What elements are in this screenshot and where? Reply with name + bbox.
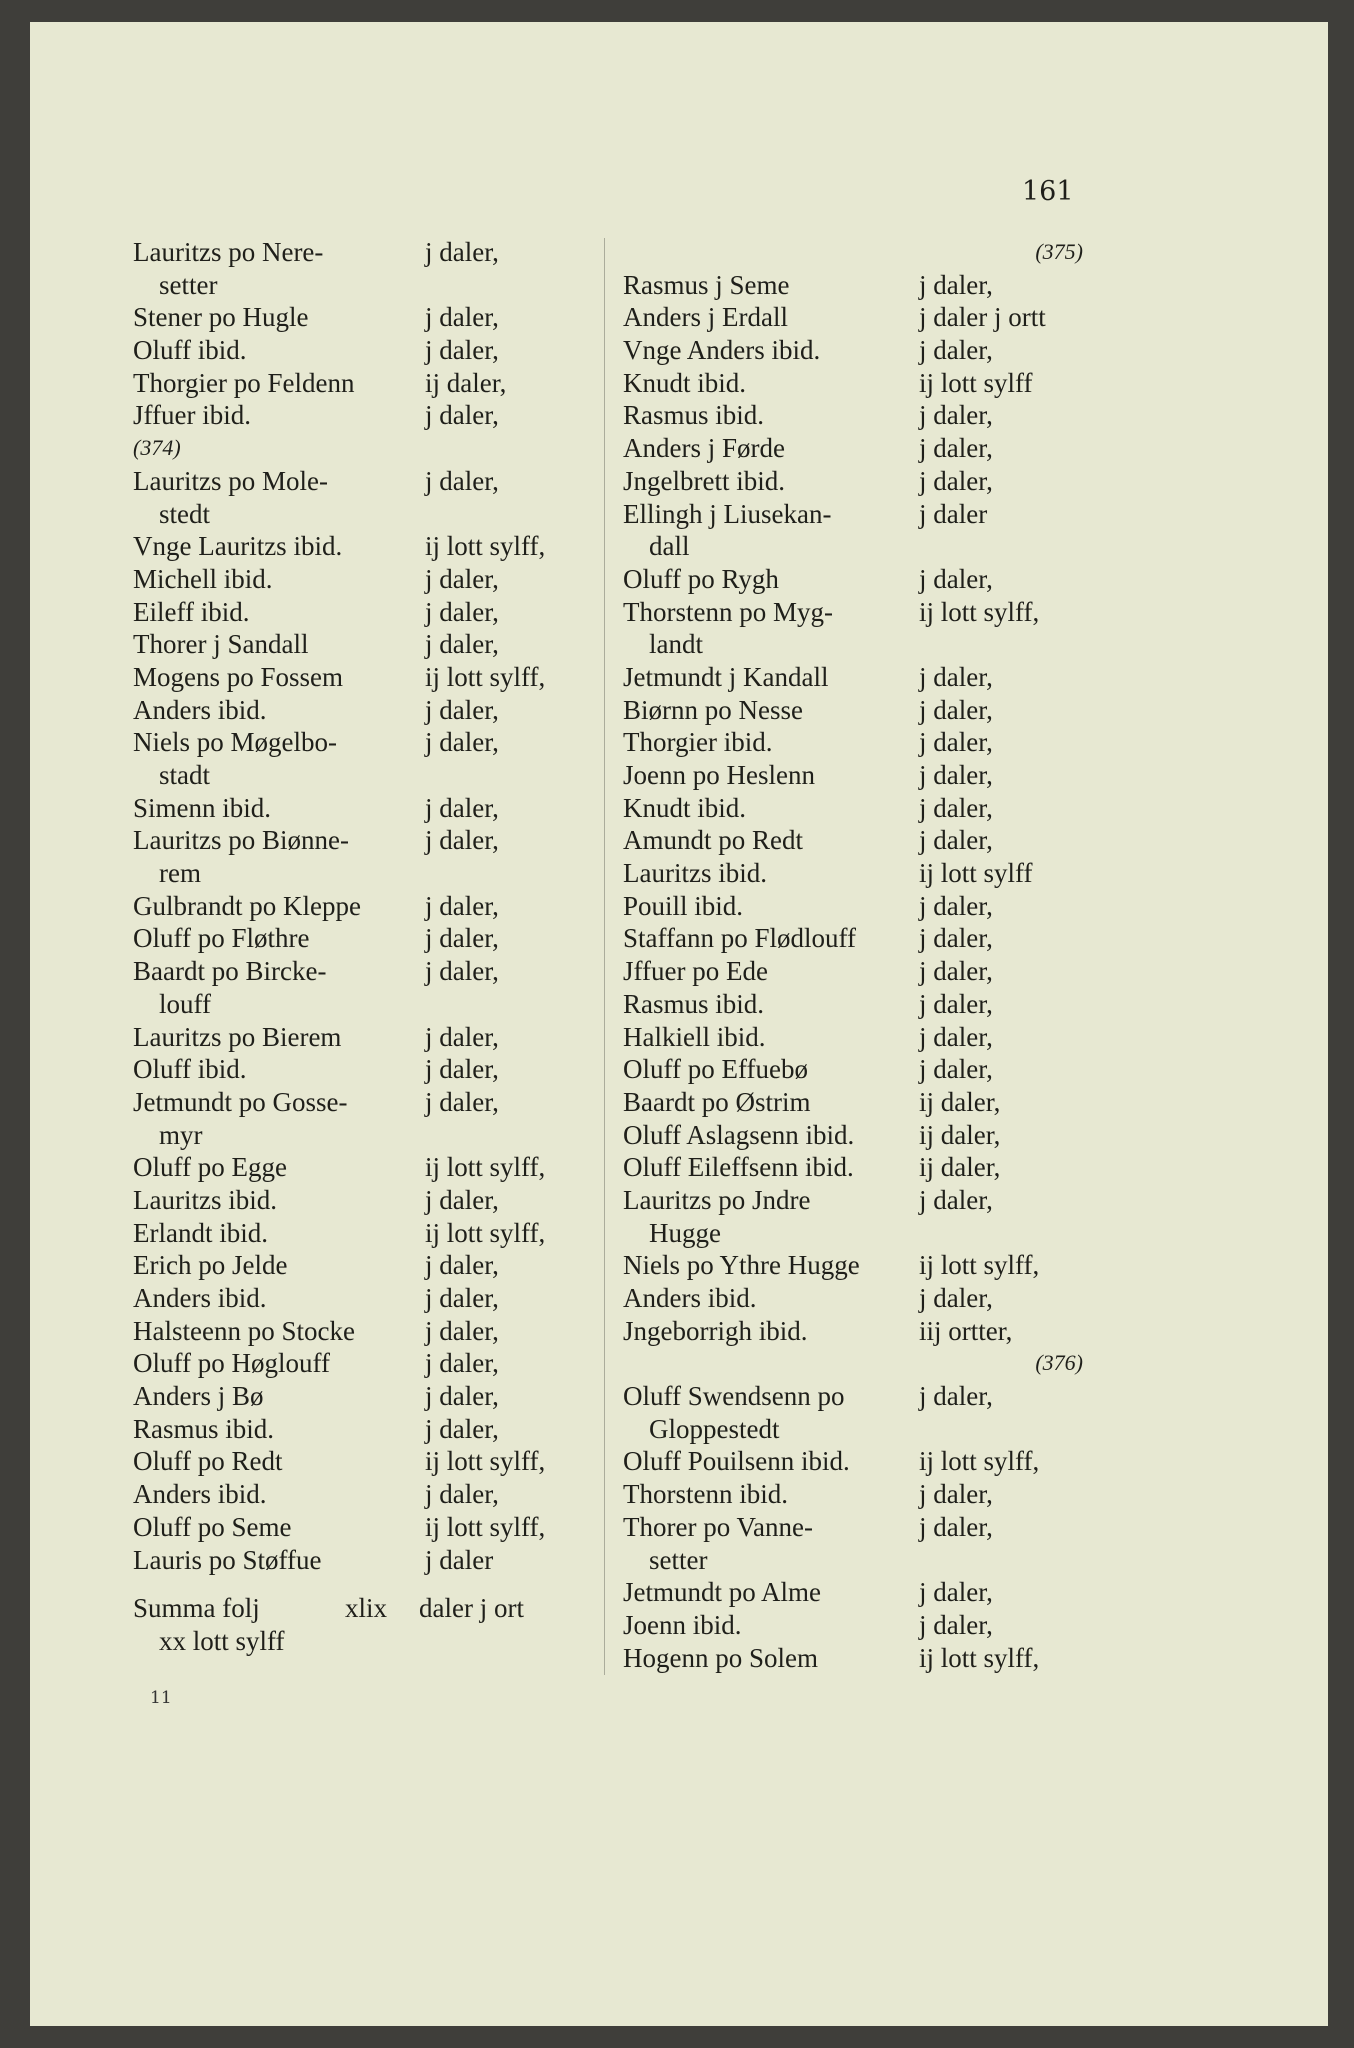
entry-name: Lauritzs po Nere- <box>133 237 324 267</box>
entry-row <box>623 792 1083 825</box>
entry-name: stadt <box>159 760 210 790</box>
entry-amount: j daler, <box>919 825 993 856</box>
entry-row <box>623 432 1083 465</box>
entry-amount: j daler, <box>425 563 499 594</box>
entry-name: Jffuer po Ede <box>623 956 768 987</box>
entry-row <box>623 1282 1083 1315</box>
entry-amount: j daler, <box>919 1184 993 1215</box>
entry-row <box>623 1151 1083 1184</box>
entry-continuation <box>623 1217 1083 1250</box>
entry-amount: j daler, <box>919 727 993 758</box>
entry-name: Anders ibid. <box>623 1283 757 1313</box>
entry-name: Rasmus ibid. <box>623 400 765 431</box>
entry-name: Lauris po Støffue <box>133 1544 322 1575</box>
entry-name: Oluff Pouilsenn ibid. <box>623 1446 850 1477</box>
entry-amount: j daler, <box>919 923 993 954</box>
section-number <box>133 432 588 465</box>
entry-row <box>623 367 1083 400</box>
entry-row <box>623 498 1083 531</box>
entry-name: Erich po Jelde <box>133 1250 288 1281</box>
entry-amount: j daler, <box>425 890 499 921</box>
entry-name: Staffann po Flødlouff <box>623 923 856 954</box>
entry-row <box>623 922 1083 955</box>
entry-name: Erlandt ibid. <box>133 1217 268 1248</box>
entry-row <box>623 1576 1083 1609</box>
entry-continuation <box>623 530 1083 563</box>
entry-row <box>133 1053 588 1086</box>
entry-row <box>133 661 588 694</box>
entry-amount: ij lott sylff <box>919 367 1033 398</box>
entry-row <box>623 661 1083 694</box>
entry-row <box>623 301 1083 334</box>
entry-name: Vnge Anders ibid. <box>623 335 821 366</box>
entry-name: Oluff Eileffsenn ibid. <box>623 1152 854 1183</box>
entry-name: Jngeborrigh ibid. <box>623 1315 808 1346</box>
entry-row <box>623 824 1083 857</box>
entry-amount: ij lott sylff, <box>919 596 1040 627</box>
entry-amount: j daler, <box>919 1381 993 1412</box>
entry-name: Rasmus ibid. <box>623 988 765 1019</box>
entry-row <box>623 1642 1083 1675</box>
entry-amount: j daler, <box>425 694 499 725</box>
entry-name: Oluff po Effuebø <box>623 1054 808 1085</box>
entry-row <box>623 1249 1083 1282</box>
entry-row <box>133 530 588 563</box>
entry-name: Rasmus j Seme <box>623 269 790 300</box>
entry-name: Anders j Erdall <box>623 302 788 333</box>
entry-row <box>133 1086 588 1119</box>
entry-row <box>623 890 1083 923</box>
entry-row <box>133 1413 588 1446</box>
entry-amount: j daler, <box>425 956 499 987</box>
entry-row <box>133 1217 588 1250</box>
section-number <box>623 236 1083 269</box>
entry-name: Vnge Lauritzs ibid. <box>133 531 343 562</box>
entry-amount: j daler, <box>919 1609 993 1640</box>
entry-row <box>133 301 588 334</box>
entry-name: Halsteenn po Stocke <box>133 1315 355 1346</box>
entry-amount: ij lott sylff, <box>425 1217 546 1248</box>
entry-name: Thorer j Sandall <box>133 629 309 660</box>
entry-name: landt <box>649 629 703 660</box>
entry-amount: j daler, <box>425 1283 499 1313</box>
entry-name: Oluff po Seme <box>133 1511 292 1542</box>
entry-amount: j daler, <box>425 629 499 660</box>
entry-row <box>133 367 588 400</box>
entry-row <box>623 1053 1083 1086</box>
entry-name: Jetmundt j Kandall <box>623 661 829 692</box>
entry-amount: j daler, <box>425 792 499 823</box>
section-number <box>623 1347 1083 1380</box>
entry-amount: j daler, <box>919 1577 993 1608</box>
summary-line <box>133 1625 588 1658</box>
entry-name: Oluff Aslagsenn ibid. <box>623 1119 855 1150</box>
entry-row <box>623 1086 1083 1119</box>
entry-amount: j daler, <box>425 596 499 627</box>
entry-amount: ij daler, <box>425 367 507 398</box>
entry-name: setter <box>159 269 218 300</box>
summary-numeral: xlix <box>345 1593 388 1624</box>
entry-amount: j daler, <box>425 1315 499 1346</box>
entry-continuation <box>133 759 588 792</box>
entry-amount: ij lott sylff, <box>425 1511 546 1542</box>
entry-amount: j daler j ortt <box>919 302 1046 333</box>
entry-amount: j daler, <box>425 335 499 366</box>
entry-row <box>133 792 588 825</box>
entry-name: Michell ibid. <box>133 563 273 594</box>
entry-amount: j daler, <box>919 563 993 594</box>
entry-amount: j daler, <box>919 269 993 300</box>
entry-name: Pouill ibid. <box>623 890 744 921</box>
entry-name: Simenn ibid. <box>133 792 272 823</box>
entry-row <box>133 334 588 367</box>
entry-name: Oluff po Høglouff <box>133 1348 330 1379</box>
entry-row <box>133 1478 588 1511</box>
entry-amount: j daler, <box>425 1381 499 1412</box>
entry-name: Joenn po Heslenn <box>623 760 815 790</box>
entry-row <box>623 726 1083 759</box>
entry-name: Lauritzs ibid. <box>133 1184 277 1215</box>
entry-name: Oluff po Egge <box>133 1152 287 1183</box>
entry-row <box>133 1282 588 1315</box>
entry-name: louff <box>159 988 211 1019</box>
entry-amount: j daler, <box>919 661 993 692</box>
entry-continuation <box>133 857 588 890</box>
entry-row <box>133 890 588 923</box>
entry-amount: j daler <box>425 1544 494 1575</box>
entry-amount: j daler, <box>919 1054 993 1085</box>
entry-name: Thorstenn po Myg- <box>623 596 833 627</box>
entry-name: stedt <box>159 498 210 529</box>
entry-row <box>623 334 1083 367</box>
entry-row <box>623 1511 1083 1544</box>
entry-amount: j daler, <box>425 1479 499 1510</box>
entry-name: myr <box>159 1119 203 1150</box>
entry-name: Baardt po Bircke- <box>133 956 327 987</box>
entry-row <box>623 759 1083 792</box>
entry-row <box>623 465 1083 498</box>
page-number: 161 <box>1022 176 1074 207</box>
entry-name: Thorer po Vanne- <box>623 1511 813 1542</box>
entry-name: Ellingh j Liusekan- <box>623 498 832 529</box>
summary-amount-continued: xx lott sylff <box>159 1625 285 1656</box>
entry-name: Jngelbrett ibid. <box>623 465 785 496</box>
entry-name: Hugge <box>649 1217 721 1248</box>
entry-name: Anders j Bø <box>133 1381 264 1412</box>
entry-amount: j daler, <box>425 237 499 267</box>
entry-continuation <box>133 269 588 302</box>
entry-name: Lauritzs po Biønne- <box>133 825 349 856</box>
entry-amount: j daler, <box>919 890 993 921</box>
entry-name: Jetmundt po Alme <box>623 1577 821 1608</box>
entry-row <box>623 1184 1083 1217</box>
entry-amount: j daler, <box>425 1250 499 1281</box>
entry-row <box>133 1184 588 1217</box>
entry-amount: j daler, <box>919 694 993 725</box>
entry-amount: j daler, <box>425 1348 499 1379</box>
left-column <box>133 236 588 1658</box>
entry-amount: j daler, <box>919 760 993 790</box>
entry-row <box>133 563 588 596</box>
section-label: (376) <box>1035 1350 1083 1376</box>
entry-amount: j daler, <box>425 1086 499 1117</box>
entry-row <box>623 1445 1083 1478</box>
entry-name: setter <box>649 1544 708 1575</box>
entry-amount: ij daler, <box>919 1086 1001 1117</box>
entry-amount: j daler, <box>425 302 499 333</box>
entry-row <box>133 824 588 857</box>
entry-name: Lauritzs po Bierem <box>133 1021 342 1052</box>
entry-amount: j daler, <box>425 1184 499 1215</box>
summary-line <box>133 1592 588 1625</box>
entry-amount: j daler, <box>919 792 993 823</box>
entry-name: Lauritzs ibid. <box>623 858 767 889</box>
entry-row <box>133 236 588 269</box>
entry-name: Oluff ibid. <box>133 335 247 366</box>
entry-row <box>623 1021 1083 1054</box>
entry-row <box>133 726 588 759</box>
entry-continuation <box>623 1544 1083 1577</box>
entry-amount: ij lott sylff, <box>425 531 546 562</box>
entry-row <box>133 955 588 988</box>
entry-row <box>623 1609 1083 1642</box>
column-divider <box>604 238 605 1675</box>
entry-name: Anders ibid. <box>133 694 267 725</box>
entry-row <box>623 1478 1083 1511</box>
entry-amount: j daler, <box>425 1021 499 1052</box>
entry-name: Gloppestedt <box>649 1413 780 1444</box>
entry-name: Knudt ibid. <box>623 367 747 398</box>
entry-row <box>133 1511 588 1544</box>
entry-amount: ij lott sylff, <box>425 661 546 692</box>
entry-name: dall <box>649 531 690 562</box>
entry-amount: ij lott sylff, <box>919 1446 1040 1477</box>
entry-row <box>623 563 1083 596</box>
entry-row <box>623 694 1083 727</box>
entry-amount: ij lott sylff, <box>425 1152 546 1183</box>
entry-name: Anders ibid. <box>133 1479 267 1510</box>
entry-amount: j daler, <box>425 1054 499 1085</box>
entry-amount: j daler, <box>919 988 993 1019</box>
entry-name: Anders ibid. <box>133 1283 267 1313</box>
entry-name: Joenn ibid. <box>623 1609 742 1640</box>
entry-row <box>623 988 1083 1021</box>
summary-block <box>133 1592 588 1657</box>
entry-amount: ij lott sylff <box>919 858 1033 889</box>
entry-name: Amundt po Redt <box>623 825 803 856</box>
entry-row <box>133 628 588 661</box>
entry-amount: ij lott sylff, <box>919 1250 1040 1281</box>
entry-name: Hogenn po Solem <box>623 1642 818 1673</box>
entry-name: Jetmundt po Gosse- <box>133 1086 348 1117</box>
entry-continuation <box>133 498 588 531</box>
entry-continuation <box>623 628 1083 661</box>
entry-name: Halkiell ibid. <box>623 1021 766 1052</box>
entry-row <box>623 857 1083 890</box>
entry-amount: j daler, <box>919 400 993 431</box>
entry-row <box>133 1249 588 1282</box>
entry-row <box>623 1315 1083 1348</box>
entry-name: Lauritzs po Jndre <box>623 1184 811 1215</box>
entry-amount: j daler, <box>425 465 499 496</box>
entry-name: Oluff ibid. <box>133 1054 247 1085</box>
entry-amount: j daler, <box>425 825 499 856</box>
entry-name: Niels po Møgelbo- <box>133 727 337 758</box>
entry-row <box>623 1380 1083 1413</box>
entry-amount: j daler, <box>919 1479 993 1510</box>
entry-name: Oluff po Redt <box>133 1446 283 1477</box>
entry-row <box>623 596 1083 629</box>
entry-name: Niels po Ythre Hugge <box>623 1250 860 1281</box>
entry-name: Eileff ibid. <box>133 596 250 627</box>
entry-name: Gulbrandt po Kleppe <box>133 890 361 921</box>
entry-amount: ij lott sylff, <box>425 1446 546 1477</box>
entry-amount: j daler, <box>425 727 499 758</box>
entry-amount: j daler, <box>919 465 993 496</box>
summary-amount: daler j ort <box>419 1593 524 1624</box>
entry-amount: j daler, <box>919 1021 993 1052</box>
entry-row <box>133 1347 588 1380</box>
entry-row <box>133 1021 588 1054</box>
entry-row <box>623 399 1083 432</box>
entry-amount: j daler, <box>919 335 993 366</box>
entry-name: Mogens po Fossem <box>133 661 344 692</box>
entry-amount: j daler, <box>919 433 993 464</box>
entry-row <box>623 955 1083 988</box>
entry-amount: j daler <box>919 498 988 529</box>
entry-row <box>133 596 588 629</box>
signature-mark: 11 <box>150 1688 172 1708</box>
entry-name: Oluff po Fløthre <box>133 923 310 954</box>
entry-amount: j daler, <box>919 1283 993 1313</box>
entry-row <box>133 1151 588 1184</box>
entry-name: Biørnn po Nesse <box>623 694 803 725</box>
entry-name: Oluff Swendsenn po <box>623 1381 845 1412</box>
entry-name: Rasmus ibid. <box>133 1413 275 1444</box>
entry-amount: j daler, <box>425 923 499 954</box>
section-label: (374) <box>133 435 181 461</box>
entry-name: Thorgier po Feldenn <box>133 367 355 398</box>
summary-label: Summa folj <box>133 1593 260 1624</box>
entry-amount: ij daler, <box>919 1119 1001 1150</box>
section-label: (375) <box>1035 239 1083 264</box>
entry-row <box>623 1119 1083 1152</box>
entry-name: Thorstenn ibid. <box>623 1479 788 1510</box>
entry-amount: j daler, <box>919 1511 993 1542</box>
entry-name: Thorgier ibid. <box>623 727 773 758</box>
entry-name: rem <box>159 858 201 889</box>
entry-continuation <box>623 1413 1083 1446</box>
entry-amount: ij lott sylff, <box>919 1642 1040 1673</box>
entry-name: Lauritzs po Mole- <box>133 465 328 496</box>
entry-row <box>133 1380 588 1413</box>
entry-row <box>133 1445 588 1478</box>
entry-row <box>133 1544 588 1577</box>
entry-row <box>133 465 588 498</box>
entry-row <box>133 922 588 955</box>
entry-name: Stener po Hugle <box>133 302 309 333</box>
entry-name: Anders j Førde <box>623 433 785 464</box>
entry-row <box>133 694 588 727</box>
entry-row <box>133 399 588 432</box>
entry-name: Jffuer ibid. <box>133 400 251 431</box>
entry-name: Oluff po Rygh <box>623 563 779 594</box>
entry-name: Baardt po Østrim <box>623 1086 811 1117</box>
entry-amount: j daler, <box>425 1413 499 1444</box>
entry-row <box>623 269 1083 302</box>
entry-name: Knudt ibid. <box>623 792 747 823</box>
entry-amount: j daler, <box>919 956 993 987</box>
entry-amount: j daler, <box>425 400 499 431</box>
entry-continuation <box>133 988 588 1021</box>
entry-amount: iij ortter, <box>919 1315 1013 1346</box>
entry-row <box>133 1315 588 1348</box>
right-column <box>623 236 1083 1674</box>
entry-continuation <box>133 1119 588 1152</box>
entry-amount: ij daler, <box>919 1152 1001 1183</box>
